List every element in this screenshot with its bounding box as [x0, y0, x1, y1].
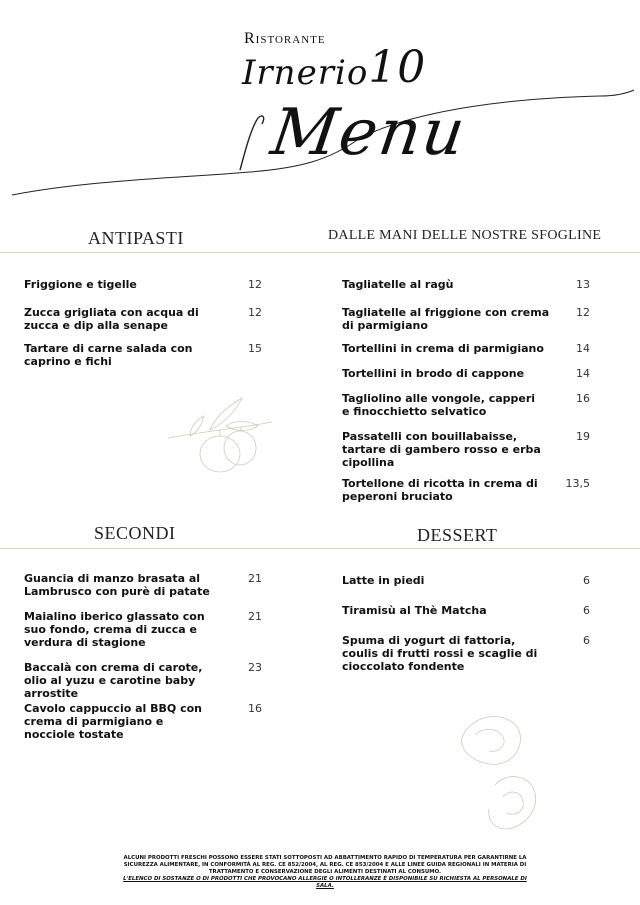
item-name: Spuma di yogurt di fattoria, coulis di frutti rossi e scaglie di cioccolato fondente [342, 634, 538, 673]
menu-item [342, 604, 542, 617]
item-price: 19 [576, 430, 590, 443]
item-price: 21 [248, 610, 262, 623]
menu-item [342, 634, 554, 673]
item-price: 15 [248, 342, 262, 355]
item-price: 6 [583, 634, 590, 647]
item-price: 12 [576, 306, 590, 319]
menu-item [24, 572, 224, 598]
menu-item [24, 278, 234, 291]
item-name: Latte in piedi [342, 574, 425, 587]
lemon-branch-sketch [160, 390, 275, 485]
section-title-dessert: DESSERT [417, 525, 498, 545]
item-price: 12 [248, 306, 262, 319]
item-price: 13 [576, 278, 590, 291]
menu-item [24, 342, 204, 368]
item-price: 13,5 [565, 477, 590, 490]
item-name: Tortellone di ricotta in crema di peperoni bruciato [342, 477, 538, 503]
restaurant-logo [0, 0, 640, 210]
item-price: 12 [248, 278, 262, 291]
restaurant-number: 10 [368, 42, 427, 93]
item-price: 16 [248, 702, 262, 715]
tortellini-sketch [455, 705, 540, 840]
item-price: 6 [583, 574, 590, 587]
menu-item [342, 574, 542, 587]
item-name: Tartare di carne salada con caprino e fichi [24, 342, 193, 368]
item-name: Tagliolino alle vongole, capperi e finocchietto selvatico [342, 392, 536, 418]
ristorante-label: Ristorante [244, 30, 326, 47]
menu-item [342, 342, 554, 355]
item-price: 23 [248, 661, 262, 674]
item-price: 21 [248, 572, 262, 585]
menu-item [24, 661, 224, 700]
menu-item [342, 306, 554, 332]
menu-item [24, 610, 229, 649]
menu-item [342, 477, 542, 503]
menu-item [24, 702, 214, 741]
footer-line-2: L'ELENCO DI SOSTANZE O DI PRODOTTI CHE PROVOCANO ALLERGIE O INTOLLERANZE È DISPONIBILE SU RICHIESTA AL PERSONALE DI SALA. [123, 876, 527, 889]
menu-item [342, 278, 552, 291]
item-name: Passatelli con bouillabaisse, tartare di gambero rosso e erba cipollina [342, 430, 541, 469]
divider-middle [0, 548, 640, 549]
menu-item [342, 430, 557, 469]
restaurant-name-text: Irnerio [242, 53, 369, 93]
item-name: Friggione e tigelle [24, 278, 137, 291]
item-name: Cavolo cappuccio al BBQ con crema di parmigiano e nocciole tostate [24, 702, 202, 741]
section-title-sfogline: DALLE MANI DELLE NOSTRE SFOGLINE [328, 228, 602, 243]
menu-title: Menu [266, 96, 472, 170]
menu-item [342, 392, 542, 418]
item-name: Zucca grigliata con acqua di zucca e dip alla senape [24, 306, 199, 332]
item-price: 6 [583, 604, 590, 617]
item-price: 14 [576, 342, 590, 355]
divider-top [0, 252, 640, 253]
item-name: Tagliatelle al ragù [342, 278, 454, 291]
menu-item [24, 306, 234, 332]
item-price: 16 [576, 392, 590, 405]
section-title-secondi: SECONDI [94, 523, 176, 543]
section-title-antipasti: ANTIPASTI [88, 228, 184, 248]
item-name: Baccalà con crema di carote, olio al yuzu e carotine baby arrostite [24, 661, 203, 700]
restaurant-name [242, 44, 426, 95]
menu-item [342, 367, 554, 380]
item-name: Tortellini in crema di parmigiano [342, 342, 544, 355]
item-name: Tagliatelle al friggione con crema di parmigiano [342, 306, 550, 332]
item-name: Maialino iberico glassato con suo fondo, crema di zucca e verdura di stagione [24, 610, 205, 649]
item-price: 14 [576, 367, 590, 380]
item-name: Tortellini in brodo di cappone [342, 367, 525, 380]
item-name: Guancia di manzo brasata al Lambrusco con purè di patate [24, 572, 210, 598]
footer-line-1: ALCUNI PRODOTTI FRESCHI POSSONO ESSERE STATI SOTTOPOSTI AD ABBATTIMENTO RAPIDO DI TEMPERATURA PER GARANTIRNE LA SICUREZZA ALIMENTARE, IN CONFORMITÀ AL REG. CE 852/2004, AL REG. CE 853/2004 E ALLE LINEE GUIDA REGIONALI IN MATERIA DI TRATTAMENTO E CONSERVAZIONE DEGLI ALIMENTI DESTINATI AL CONSUMO. [123, 855, 527, 875]
item-name: Tiramisù al Thè Matcha [342, 604, 487, 617]
allergen-footer [120, 855, 530, 890]
